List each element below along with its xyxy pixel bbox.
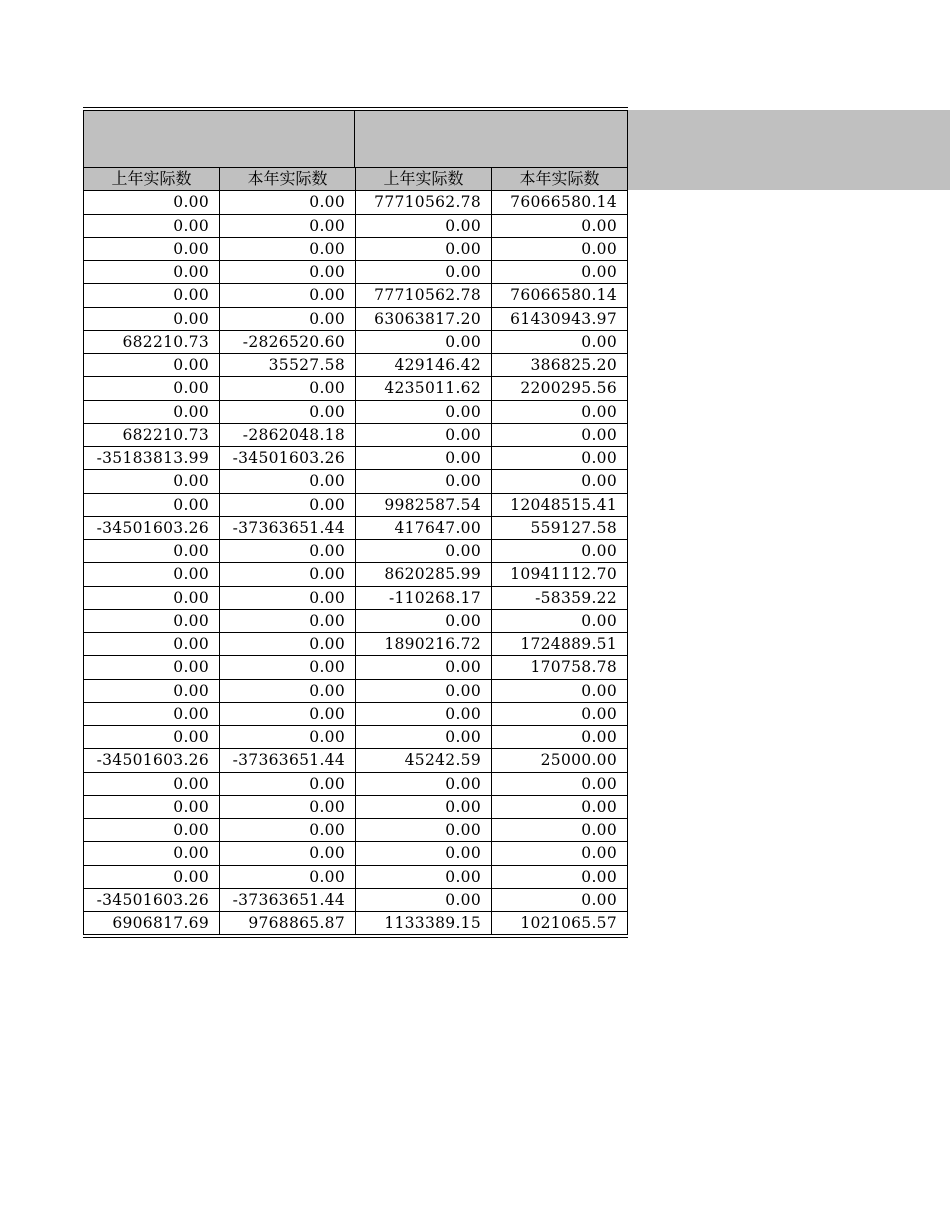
table-cell[interactable]: -37363651.44 <box>220 888 356 911</box>
table-cell[interactable]: 0.00 <box>356 214 492 237</box>
table-cell[interactable]: 417647.00 <box>356 516 492 539</box>
column-header[interactable]: 上年实际数 <box>84 168 220 191</box>
table-row <box>84 214 628 237</box>
table-cell[interactable]: 4235011.62 <box>356 377 492 400</box>
table-cell[interactable]: 0.00 <box>356 702 492 725</box>
column-header[interactable]: 上年实际数 <box>356 168 492 191</box>
table-cell[interactable]: 0.00 <box>492 702 628 725</box>
column-header[interactable]: 本年实际数 <box>220 168 356 191</box>
table-cell[interactable]: 0.00 <box>356 470 492 493</box>
table-cell[interactable]: 0.00 <box>220 609 356 632</box>
table-cell[interactable]: 0.00 <box>220 586 356 609</box>
table-cell[interactable]: 0.00 <box>220 540 356 563</box>
table-cell[interactable]: 0.00 <box>356 679 492 702</box>
table-cell[interactable]: 0.00 <box>84 586 220 609</box>
table-cell[interactable]: -2862048.18 <box>220 423 356 446</box>
table-cell[interactable]: 10941112.70 <box>492 563 628 586</box>
table-row <box>84 842 628 865</box>
table-row <box>84 749 628 772</box>
table-cell[interactable]: -58359.22 <box>492 586 628 609</box>
table-cell[interactable]: -34501603.26 <box>84 888 220 911</box>
table-cell[interactable]: 0.00 <box>220 679 356 702</box>
table-cell[interactable]: 0.00 <box>220 237 356 260</box>
table-row <box>84 726 628 749</box>
table-cell[interactable]: 0.00 <box>84 284 220 307</box>
table-cell[interactable]: 0.00 <box>220 563 356 586</box>
table-cell[interactable]: 0.00 <box>492 540 628 563</box>
table-cell[interactable]: 77710562.78 <box>356 284 492 307</box>
table-cell[interactable]: 25000.00 <box>492 749 628 772</box>
table-cell[interactable]: 12048515.41 <box>492 493 628 516</box>
bottom-border-line <box>83 937 628 938</box>
table-cell[interactable]: 0.00 <box>84 726 220 749</box>
table-cell[interactable]: 682210.73 <box>84 423 220 446</box>
table-cell[interactable]: 0.00 <box>356 540 492 563</box>
table-cell[interactable]: 0.00 <box>356 726 492 749</box>
table-cell[interactable]: 35527.58 <box>220 354 356 377</box>
table-row <box>84 447 628 470</box>
table-row <box>84 795 628 818</box>
table-cell[interactable]: 0.00 <box>84 307 220 330</box>
table-cell[interactable]: 0.00 <box>492 842 628 865</box>
table-cell[interactable]: 0.00 <box>84 795 220 818</box>
table-cell[interactable]: 0.00 <box>220 400 356 423</box>
table-cell[interactable]: 1021065.57 <box>492 912 628 935</box>
table-cell[interactable]: 429146.42 <box>356 354 492 377</box>
table-cell[interactable]: 0.00 <box>220 493 356 516</box>
table-cell[interactable]: 76066580.14 <box>492 191 628 214</box>
table-cell[interactable]: 0.00 <box>220 772 356 795</box>
table-cell[interactable]: 77710562.78 <box>356 191 492 214</box>
table-cell[interactable]: 0.00 <box>84 679 220 702</box>
table-cell[interactable]: 0.00 <box>492 261 628 284</box>
table-row <box>84 865 628 888</box>
table-cell[interactable]: 0.00 <box>84 842 220 865</box>
table-cell[interactable]: 0.00 <box>220 842 356 865</box>
table-cell[interactable]: -34501603.26 <box>220 447 356 470</box>
table-cell[interactable]: 9768865.87 <box>220 912 356 935</box>
table-cell[interactable]: 0.00 <box>84 400 220 423</box>
table-cell[interactable]: 0.00 <box>84 819 220 842</box>
table-row <box>84 423 628 446</box>
table-cell[interactable]: 0.00 <box>356 261 492 284</box>
table-cell[interactable]: 0.00 <box>492 679 628 702</box>
table-cell[interactable]: 0.00 <box>84 354 220 377</box>
table-row <box>84 470 628 493</box>
table-cell[interactable]: 0.00 <box>356 447 492 470</box>
table-cell[interactable]: 0.00 <box>492 819 628 842</box>
table-row <box>84 912 628 935</box>
table-row <box>84 563 628 586</box>
table-cell[interactable]: 0.00 <box>84 656 220 679</box>
table-cell[interactable]: -34501603.26 <box>84 749 220 772</box>
table-cell[interactable]: 0.00 <box>492 772 628 795</box>
table-cell[interactable]: 0.00 <box>492 447 628 470</box>
table-cell[interactable]: 0.00 <box>492 888 628 911</box>
table-cell[interactable]: 0.00 <box>84 191 220 214</box>
table-row <box>84 307 628 330</box>
table-cell[interactable]: 0.00 <box>492 330 628 353</box>
table-cell[interactable]: 9982587.54 <box>356 493 492 516</box>
column-header-row <box>84 168 628 191</box>
table-row <box>84 354 628 377</box>
table-cell[interactable]: 0.00 <box>84 772 220 795</box>
table-row <box>84 819 628 842</box>
table-cell[interactable]: 0.00 <box>492 423 628 446</box>
table-cell[interactable]: 1133389.15 <box>356 912 492 935</box>
table-cell[interactable]: 0.00 <box>84 609 220 632</box>
table-row <box>84 702 628 725</box>
table-cell[interactable]: 0.00 <box>84 493 220 516</box>
table-cell[interactable]: 0.00 <box>220 865 356 888</box>
table-cell[interactable]: 63063817.20 <box>356 307 492 330</box>
table-cell[interactable]: 0.00 <box>220 307 356 330</box>
table-cell[interactable]: 0.00 <box>356 400 492 423</box>
table-row <box>84 888 628 911</box>
table-row <box>84 493 628 516</box>
table-cell[interactable]: 0.00 <box>492 400 628 423</box>
table-cell[interactable]: 0.00 <box>84 261 220 284</box>
table-cell[interactable]: -110268.17 <box>356 586 492 609</box>
table-row <box>84 377 628 400</box>
table-cell[interactable]: 0.00 <box>356 865 492 888</box>
table-cell[interactable]: 559127.58 <box>492 516 628 539</box>
table-cell[interactable]: 0.00 <box>220 795 356 818</box>
table-row <box>84 540 628 563</box>
table-cell[interactable]: 6906817.69 <box>84 912 220 935</box>
table-cell[interactable]: 8620285.99 <box>356 563 492 586</box>
table-row <box>84 400 628 423</box>
table-row <box>84 284 628 307</box>
top-border-line <box>83 107 628 108</box>
table-row <box>84 656 628 679</box>
table-cell[interactable]: 682210.73 <box>84 330 220 353</box>
table-cell[interactable]: 0.00 <box>356 772 492 795</box>
table-row <box>84 261 628 284</box>
table-cell[interactable]: 0.00 <box>220 261 356 284</box>
table-cell[interactable]: 0.00 <box>220 633 356 656</box>
table-cell[interactable]: 0.00 <box>356 656 492 679</box>
table-cell[interactable]: 0.00 <box>220 191 356 214</box>
table-row <box>84 330 628 353</box>
financial-data-table <box>83 167 628 935</box>
table-row <box>84 191 628 214</box>
table-cell[interactable]: 0.00 <box>356 795 492 818</box>
header-merged-cell-right[interactable] <box>355 110 628 167</box>
table-cell[interactable]: 0.00 <box>220 819 356 842</box>
header-merged-cell-left[interactable] <box>83 110 355 167</box>
table-cell[interactable]: 0.00 <box>492 237 628 260</box>
table-cell[interactable]: 76066580.14 <box>492 284 628 307</box>
table-cell[interactable]: 170758.78 <box>492 656 628 679</box>
table-cell[interactable]: 0.00 <box>356 842 492 865</box>
column-header[interactable]: 本年实际数 <box>492 168 628 191</box>
table-cell[interactable]: 0.00 <box>84 865 220 888</box>
table-row <box>84 633 628 656</box>
table-row <box>84 516 628 539</box>
table-cell[interactable]: 0.00 <box>356 423 492 446</box>
table-cell[interactable]: 0.00 <box>220 470 356 493</box>
table-cell[interactable]: 0.00 <box>84 214 220 237</box>
table-cell[interactable]: -2826520.60 <box>220 330 356 353</box>
table-cell[interactable]: 0.00 <box>356 237 492 260</box>
table-row <box>84 609 628 632</box>
table-cell[interactable]: 0.00 <box>220 377 356 400</box>
table-cell[interactable]: 0.00 <box>492 470 628 493</box>
table-row <box>84 772 628 795</box>
table-cell[interactable]: 1724889.51 <box>492 633 628 656</box>
table-cell[interactable]: 0.00 <box>356 330 492 353</box>
table-cell[interactable]: 0.00 <box>220 214 356 237</box>
table-cell[interactable]: -35183813.99 <box>84 447 220 470</box>
table-cell[interactable]: 0.00 <box>492 726 628 749</box>
table-cell[interactable]: 0.00 <box>356 819 492 842</box>
table-cell[interactable]: 0.00 <box>492 795 628 818</box>
table-cell[interactable]: 0.00 <box>220 284 356 307</box>
table-cell[interactable]: 0.00 <box>220 656 356 679</box>
table-cell[interactable]: 1890216.72 <box>356 633 492 656</box>
table-cell[interactable]: -37363651.44 <box>220 749 356 772</box>
table-cell[interactable]: 61430943.97 <box>492 307 628 330</box>
table-cell[interactable]: 0.00 <box>84 470 220 493</box>
table-cell[interactable]: 0.00 <box>492 609 628 632</box>
table-cell[interactable]: 0.00 <box>84 633 220 656</box>
table-cell[interactable]: -37363651.44 <box>220 516 356 539</box>
table-cell[interactable]: 45242.59 <box>356 749 492 772</box>
table-cell[interactable]: 0.00 <box>492 865 628 888</box>
table-row <box>84 679 628 702</box>
table-cell[interactable]: 0.00 <box>84 377 220 400</box>
table-cell[interactable]: 0.00 <box>84 237 220 260</box>
table-cell[interactable]: -34501603.26 <box>84 516 220 539</box>
table-cell[interactable]: 0.00 <box>220 702 356 725</box>
table-body <box>84 191 628 935</box>
table-cell[interactable]: 0.00 <box>220 726 356 749</box>
table-row <box>84 586 628 609</box>
table-cell[interactable]: 386825.20 <box>492 354 628 377</box>
table-row <box>84 237 628 260</box>
table-cell[interactable]: 2200295.56 <box>492 377 628 400</box>
table-cell[interactable]: 0.00 <box>84 702 220 725</box>
table-cell[interactable]: 0.00 <box>356 888 492 911</box>
table-cell[interactable]: 0.00 <box>84 540 220 563</box>
table-cell[interactable]: 0.00 <box>356 609 492 632</box>
table-cell[interactable]: 0.00 <box>492 214 628 237</box>
table-cell[interactable]: 0.00 <box>84 563 220 586</box>
